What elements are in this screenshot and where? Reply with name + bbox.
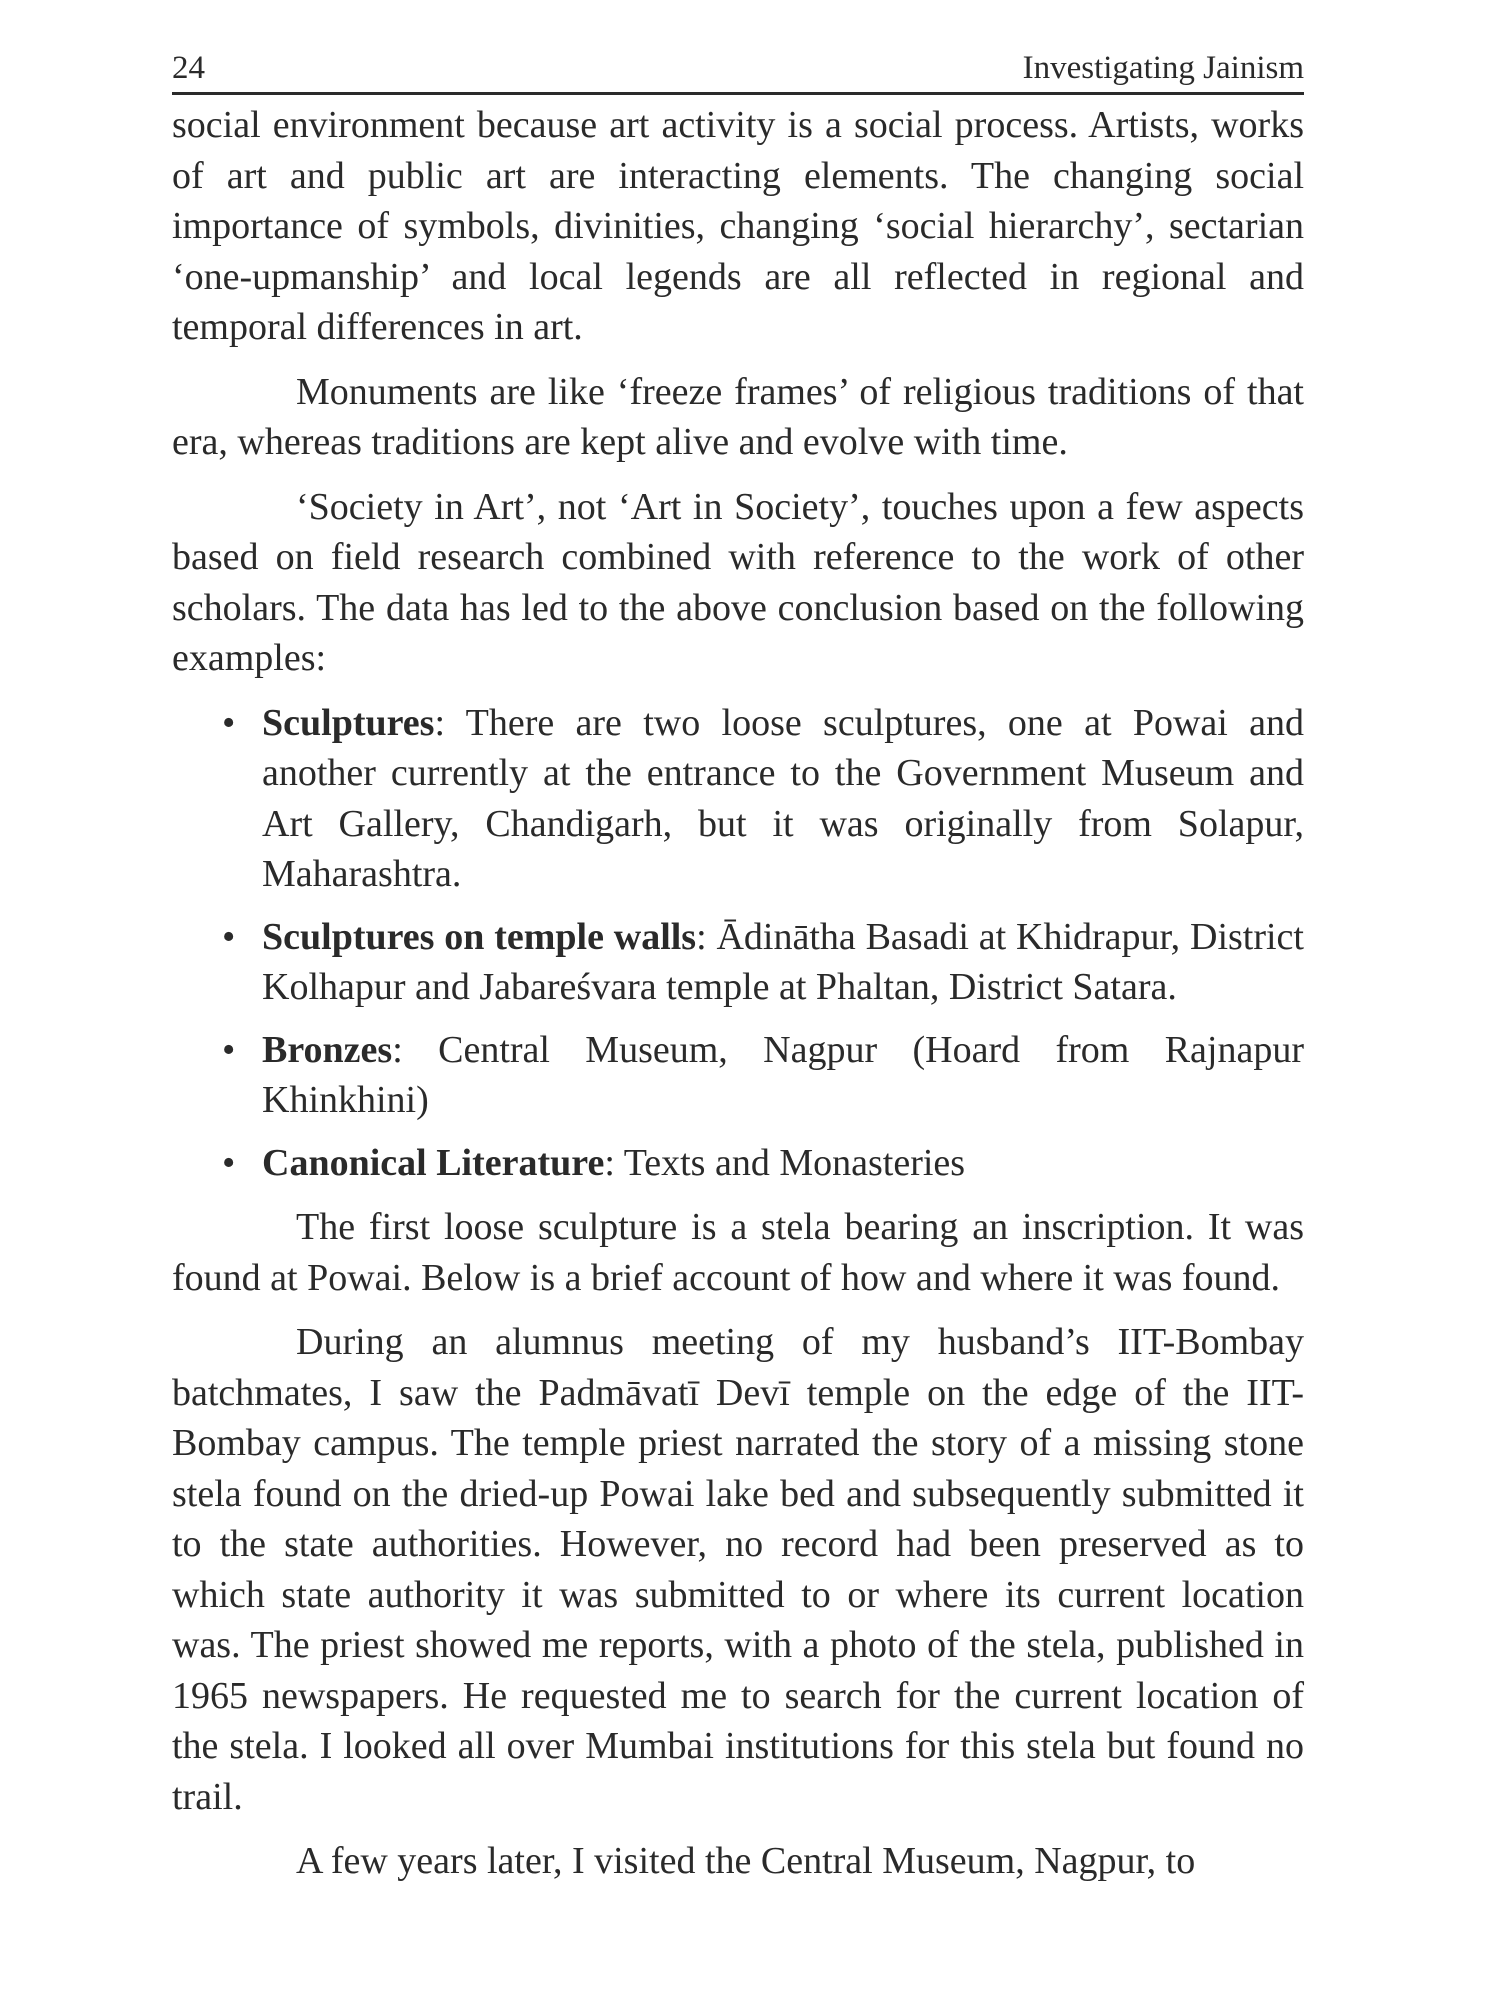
paragraph-society-in-art: ‘Society in Art’, not ‘Art in Society’, touches upon a few aspects based on field research combined with reference to the work of other scholars. The data has led to the above conclusion based on the following examples: xyxy=(172,485,1304,679)
list-item-term: Bronzes xyxy=(262,1028,393,1071)
list-item-term: Sculptures on temple walls xyxy=(262,915,697,958)
bullet-icon: • xyxy=(222,1141,236,1184)
list-item-canonical-literature xyxy=(172,1138,1304,1189)
header-rule xyxy=(172,92,1304,95)
bullet-icon: • xyxy=(222,915,236,958)
paragraph-few-years-later: A few years later, I visited the Central Museum, Nagpur, to xyxy=(296,1840,1196,1882)
body-text xyxy=(172,100,1304,1887)
list-item-text: : Central Museum, Nagpur (Hoard from Rajnapur Khinkhini) xyxy=(262,1028,1304,1121)
list-item-text: : Texts and Monasteries xyxy=(604,1141,966,1184)
paragraph-continued: social environment because art activity is a social process. Artists, works of art and public art are interacting elements. The changing social importance of symbols, divinities, changing ‘social hierarchy’, sectarian ‘one-upmanship’ and local legends are all reflected in regional and temporal differences in art. xyxy=(172,104,1304,348)
running-head: Investigating Jainism xyxy=(1022,50,1304,86)
paragraph-monuments: Monuments are like ‘freeze frames’ of religious traditions of that era, whereas traditions are kept alive and evolve with time. xyxy=(172,370,1304,463)
list-item-sculptures xyxy=(172,698,1304,900)
list-item-temple-walls xyxy=(172,912,1304,1013)
bullet-icon: • xyxy=(222,1028,236,1071)
examples-list xyxy=(172,698,1304,1189)
paragraph-alumnus-meeting: During an alumnus meeting of my husband’s IIT-Bombay batchmates, I saw the Padmāvatī Devī temple on the edge of the IIT-Bombay campus. The temple priest narrated the story of a missing stone stela found on the dried-up Powai lake bed and subsequently submitted it to the state authorities. However, no record had been preserved as to which state authority it was submitted to or where its current location was. The priest showed me reports, with a photo of the stela, published in 1965 newspapers. He requested me to search for the current location of the stela. I looked all over Mumbai institutions for this stela but found no trail. xyxy=(172,1321,1304,1818)
paragraph-first-sculpture: The first loose sculpture is a stela bearing an inscription. It was found at Powai. Below is a brief account of how and where it was found. xyxy=(172,1206,1304,1299)
list-item-term: Canonical Literature xyxy=(262,1141,605,1184)
page-number: 24 xyxy=(172,50,205,86)
page-header xyxy=(172,48,1304,88)
list-item-bronzes xyxy=(172,1025,1304,1126)
bullet-icon: • xyxy=(222,701,236,744)
list-item-text: : Ādinātha Basadi at Khidrapur, District Kolhapur and Jabareśvara temple at Phaltan, District Satara. xyxy=(262,915,1304,1008)
list-item-text: : There are two loose sculptures, one at Powai and another currently at the entrance to the Government Museum and Art Gallery, Chandigarh, but it was originally from Solapur, Maharashtra. xyxy=(262,701,1304,895)
list-item-term: Sculptures xyxy=(262,701,435,744)
